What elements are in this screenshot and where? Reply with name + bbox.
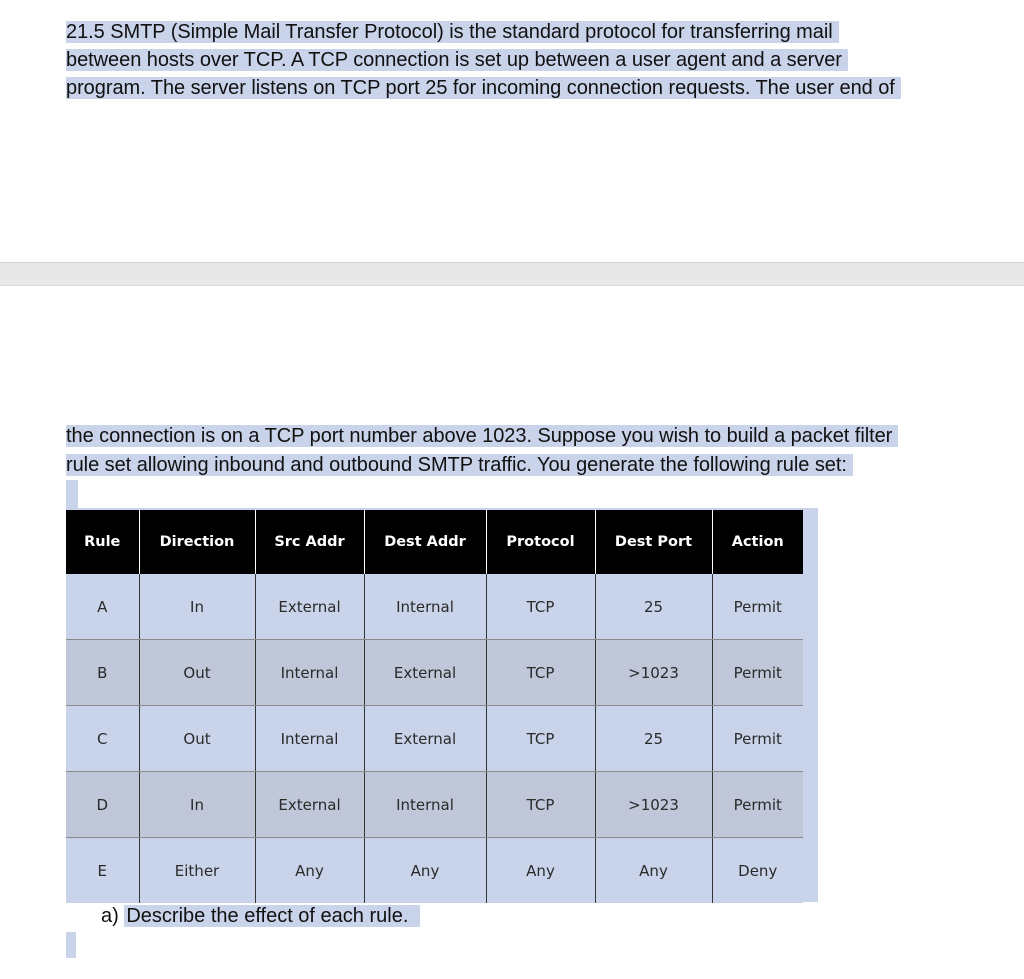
empty-paragraph-highlight-end (66, 932, 76, 958)
empty-paragraph-highlight (66, 480, 78, 508)
table-row (66, 574, 803, 640)
cell-src-addr: Internal (255, 640, 364, 706)
cell-rule: D (66, 772, 139, 838)
table-row (66, 706, 803, 772)
cell-direction: In (139, 574, 255, 640)
paragraph-top-line-2: between hosts over TCP. A TCP connection is set up between a user agent and a server (66, 46, 848, 74)
cell-action: Permit (712, 706, 803, 772)
question-marker: a) (101, 905, 119, 927)
cell-rule: A (66, 574, 139, 640)
question-a (101, 902, 420, 930)
paragraph-top-line-1: 21.5 SMTP (Simple Mail Transfer Protocol) is the standard protocol for transferring mail (66, 18, 839, 46)
cell-direction: Out (139, 640, 255, 706)
question-text: Describe the effect of each rule. (124, 905, 420, 927)
cell-action: Permit (712, 640, 803, 706)
table-row (66, 640, 803, 706)
cell-dest-port: >1023 (595, 772, 712, 838)
header-dest-addr: Dest Addr (364, 510, 486, 574)
table-header-row (66, 510, 803, 574)
cell-dest-addr: External (364, 706, 486, 772)
cell-dest-port: >1023 (595, 640, 712, 706)
header-src-addr: Src Addr (255, 510, 364, 574)
table-row (66, 838, 803, 904)
cell-direction: In (139, 772, 255, 838)
cell-dest-port: 25 (595, 574, 712, 640)
table-row (66, 772, 803, 838)
paragraph-top-line-3: program. The server listens on TCP port 25 for incoming connection requests. The user end of (66, 74, 901, 102)
cell-direction: Out (139, 706, 255, 772)
cell-rule: E (66, 838, 139, 904)
paragraph-bottom-line-1: the connection is on a TCP port number above 1023. Suppose you wish to build a packet filter (66, 422, 898, 450)
header-direction: Direction (139, 510, 255, 574)
paragraph-bottom-line-2: rule set allowing inbound and outbound SMTP traffic. You generate the following rule set: (66, 451, 853, 479)
cell-dest-addr: Any (364, 838, 486, 904)
cell-dest-addr: Internal (364, 574, 486, 640)
cell-protocol: TCP (486, 574, 595, 640)
header-action: Action (712, 510, 803, 574)
header-rule: Rule (66, 510, 139, 574)
cell-dest-port: 25 (595, 706, 712, 772)
page-break-divider (0, 262, 1024, 286)
rule-set-table-container (66, 508, 818, 902)
cell-protocol: Any (486, 838, 595, 904)
cell-action: Permit (712, 574, 803, 640)
cell-action: Deny (712, 838, 803, 904)
cell-dest-port: Any (595, 838, 712, 904)
cell-action: Permit (712, 772, 803, 838)
cell-src-addr: External (255, 772, 364, 838)
cell-dest-addr: Internal (364, 772, 486, 838)
header-protocol: Protocol (486, 510, 595, 574)
cell-dest-addr: External (364, 640, 486, 706)
cell-src-addr: Any (255, 838, 364, 904)
cell-src-addr: Internal (255, 706, 364, 772)
cell-rule: B (66, 640, 139, 706)
cell-direction: Either (139, 838, 255, 904)
cell-protocol: TCP (486, 706, 595, 772)
cell-src-addr: External (255, 574, 364, 640)
cell-protocol: TCP (486, 772, 595, 838)
cell-rule: C (66, 706, 139, 772)
header-dest-port: Dest Port (595, 510, 712, 574)
rule-set-table (66, 510, 803, 903)
cell-protocol: TCP (486, 640, 595, 706)
